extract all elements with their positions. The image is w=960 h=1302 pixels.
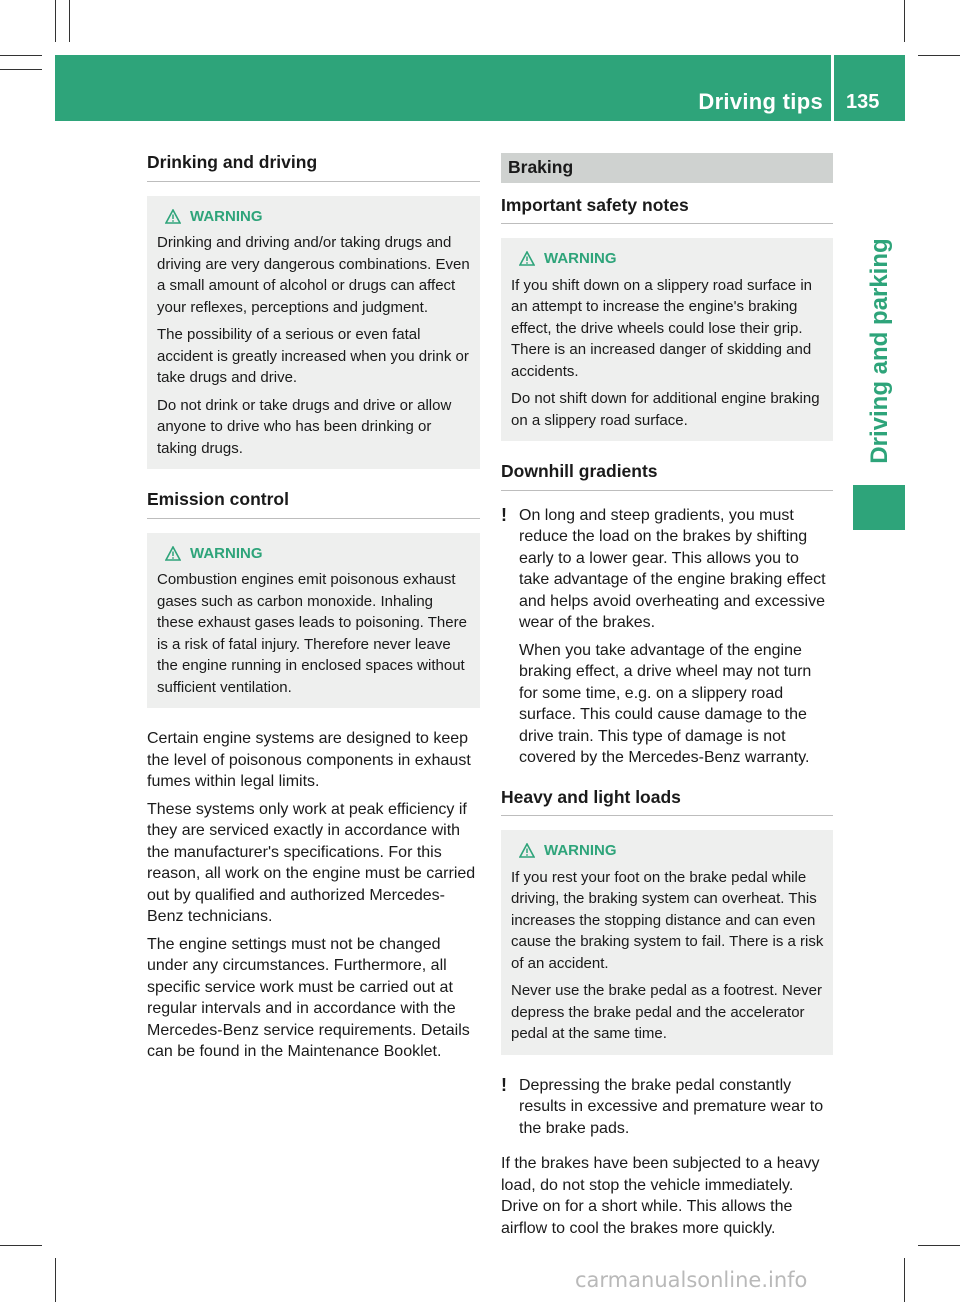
section-heading-drinking: Drinking and driving <box>147 152 480 182</box>
crop-mark <box>55 0 56 42</box>
warning-triangle-icon <box>165 546 181 561</box>
note-block <box>501 505 833 775</box>
left-column <box>147 152 480 1069</box>
note-paragraph: On long and steep gradients, you must reduce the load on the brakes by shifting early to a lower gear. This allows you to take advantage of the engine braking effect and helps avoid overheating and excessive wear of the brakes. <box>519 506 826 631</box>
crop-mark <box>0 69 42 70</box>
warning-box <box>147 533 480 709</box>
section-heading-safety: Important safety notes <box>501 195 833 225</box>
warning-triangle-icon <box>519 251 535 266</box>
warning-text: Do not drink or take drugs and drive or allow anyone to drive who has been drinking or taking drugs. <box>157 396 452 457</box>
warning-text: If you shift down on a slippery road surface in an attempt to increase the engine's braking effect, the drive wheels could lose their grip. There is an increased danger of skidding and accidents. <box>511 276 812 380</box>
crop-mark <box>0 55 42 56</box>
section-heading-emission: Emission control <box>147 489 480 519</box>
header-title: Driving tips <box>698 89 823 114</box>
chapter-band-heading: Braking <box>501 153 833 183</box>
section-heading-downhill: Downhill gradients <box>501 461 833 491</box>
note-text <box>519 505 833 775</box>
crop-mark <box>918 1245 960 1246</box>
note-exclamation-icon: ! <box>501 1074 507 1095</box>
crop-mark <box>904 1258 905 1302</box>
chapter-side-tab <box>852 236 908 466</box>
chapter-marker <box>853 485 905 530</box>
warning-header <box>157 543 472 565</box>
warning-box <box>147 196 480 470</box>
warning-text: Never use the brake pedal as a footrest. Never depress the brake pedal and the accelerator pedal at the same time. <box>511 982 823 1042</box>
page-header <box>55 55 905 121</box>
warning-text: Combustion engines emit poisonous exhaust gases such as carbon monoxide. Inhaling these exhaust gases leads to poisoning. There is a risk of fatal injury. Therefore never leave the engine running in enclosed spaces without sufficient ventilation. <box>157 571 467 696</box>
body-paragraph: These systems only work at peak efficiency if they are serviced exactly in accordance with the manufacturer's specifications. For this reason, all work on the engine must be carried out by qualified and authorized Mercedes-Benz technicians. <box>147 800 476 925</box>
warning-triangle-icon <box>165 209 181 224</box>
warning-label: WARNING <box>544 250 617 267</box>
note-paragraph: Depressing the brake pedal constantly results in excessive and premature wear to the brake pads. <box>519 1076 824 1137</box>
crop-mark <box>0 1245 42 1246</box>
header-divider <box>831 55 834 121</box>
crop-mark <box>69 0 70 42</box>
warning-triangle-icon <box>519 843 535 858</box>
note-exclamation-icon: ! <box>501 504 507 525</box>
body-paragraph: If the brakes have been subjected to a heavy load, do not stop the vehicle immediately. Drive on for a short while. This allows the airflow to cool the brakes more quickly. <box>501 1155 820 1237</box>
warning-header <box>511 248 825 270</box>
warning-label: WARNING <box>544 842 617 859</box>
warning-text: The possibility of a serious or even fatal accident is greatly increased when you drink or take drugs and drive. <box>157 326 469 386</box>
warning-label: WARNING <box>190 544 263 562</box>
warning-text: Do not shift down for additional engine braking on a slippery road surface. <box>511 390 820 429</box>
warning-label: WARNING <box>190 207 263 225</box>
right-column <box>501 153 833 1245</box>
note-text <box>519 1075 833 1146</box>
body-paragraph: Certain engine systems are designed to keep the level of poisonous components in exhaust fumes within legal limits. <box>147 730 471 790</box>
crop-mark <box>918 55 960 56</box>
warning-box <box>501 238 833 441</box>
watermark: carmanualsonline.info <box>575 1268 808 1292</box>
note-paragraph: When you take advantage of the engine braking effect, a drive wheel may not turn for some time, e.g. on a slippery road surface. This could cause damage to the drive train. This type of damage is not covered by the Mercedes-Benz warranty. <box>519 641 812 766</box>
warning-text: If you rest your foot on the brake pedal while driving, the braking system can overheat. This increases the stopping distance and can even cause the braking system to fail. There is a risk of an accident. <box>511 868 824 972</box>
warning-header <box>511 840 825 862</box>
warning-header <box>157 206 472 228</box>
note-block <box>501 1075 833 1146</box>
section-heading-loads: Heavy and light loads <box>501 787 833 817</box>
crop-mark <box>904 0 905 42</box>
warning-text: Drinking and driving and/or taking drugs and driving are very dangerous combinations. Even a small amount of alcohol or drugs can affect your reflexes, perceptions and judgment. <box>157 234 470 316</box>
body-paragraph: The engine settings must not be changed under any circumstances. Furthermore, all specific service work must be carried out at regular intervals and in accordance with the Mercedes-Benz service requirements. Details can be found in the Maintenance Booklet. <box>147 935 470 1060</box>
crop-mark <box>55 1258 56 1302</box>
chapter-label: Driving and parking <box>866 238 893 464</box>
page-number: 135 <box>846 91 880 113</box>
warning-box <box>501 830 833 1055</box>
